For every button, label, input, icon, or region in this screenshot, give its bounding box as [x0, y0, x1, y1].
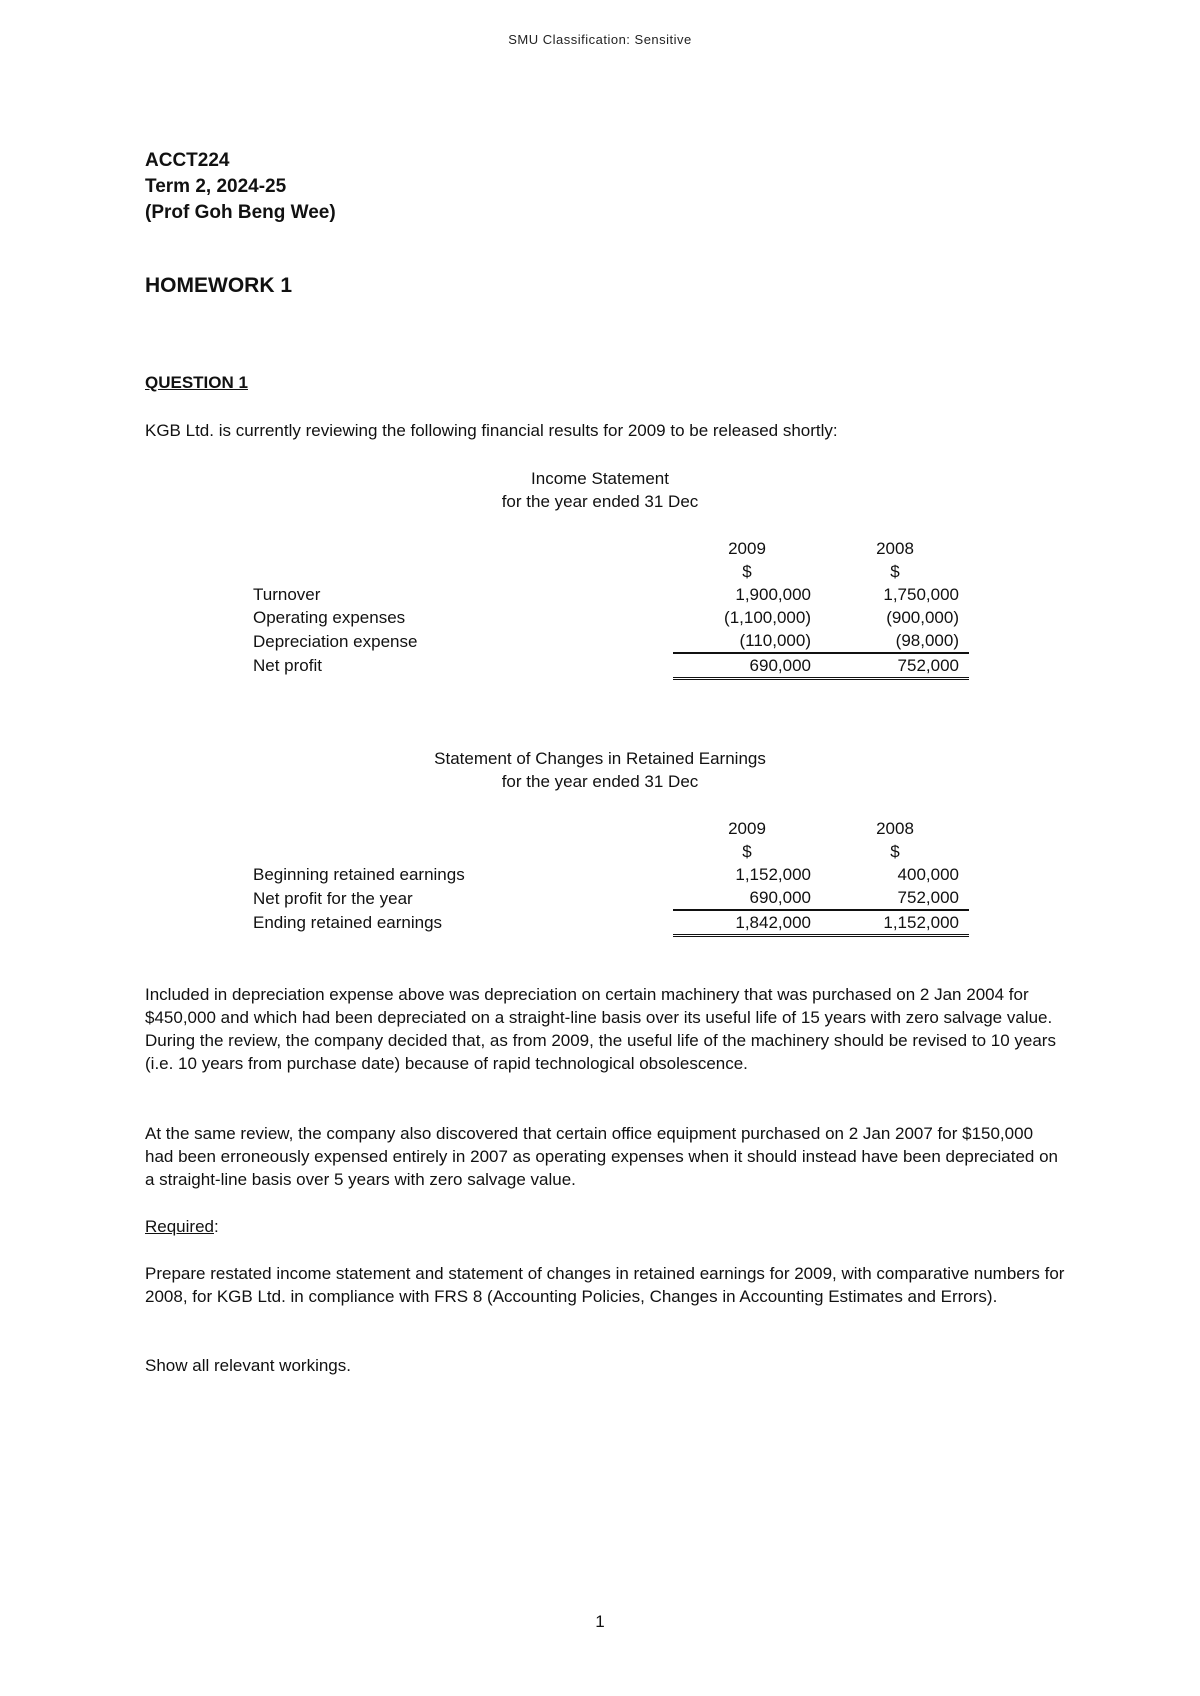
column-header: 2009	[728, 819, 766, 838]
income-statement-heading	[0, 467, 1200, 513]
column-header: 2008	[876, 819, 914, 838]
column-header: 2008	[876, 539, 914, 558]
task-paragraph: Prepare restated income statement and statement of changes in retained earnings for 2009, with comparative numbers for 2008, for KGB Ltd. in compliance with FRS 8 (Accounting Policies, Changes in Accounting Estimates and Errors).	[145, 1264, 1065, 1306]
currency-symbol: $	[890, 562, 900, 581]
workings-paragraph: Show all relevant workings.	[145, 1356, 351, 1375]
retained-earnings-heading	[0, 747, 1200, 793]
course-code: ACCT224	[145, 150, 230, 171]
office-equipment-paragraph: At the same review, the company also discovered that certain office equipment purchased on 2 Jan 2007 for $150,000 had been erroneously expensed entirely in 2007 as operating expenses when it should instead have been depreciated on a straight-line basis over 5 years with zero salvage value.	[145, 1124, 1058, 1189]
table-header-row	[253, 817, 969, 840]
currency-symbol: $	[742, 842, 752, 861]
course-header	[145, 148, 336, 226]
page-number: 1	[595, 1612, 605, 1631]
currency-symbol: $	[890, 842, 900, 861]
term: Term 2, 2024-25	[145, 176, 287, 197]
classification-label: SMU Classification: Sensitive	[508, 32, 692, 47]
table-row: Depreciation expense (110,000) (98,000)	[253, 631, 959, 651]
homework-title: HOMEWORK 1	[145, 274, 292, 297]
retained-earnings-subtitle: for the year ended 31 Dec	[501, 772, 699, 791]
required-heading: Required:	[145, 1217, 219, 1236]
currency-symbol: $	[742, 562, 752, 581]
instructor: (Prof Goh Beng Wee)	[145, 202, 336, 223]
table-row: Beginning retained earnings 1,152,000 400,000	[253, 865, 959, 884]
table-row: Net profit for the year 690,000 752,000	[253, 888, 959, 908]
table-currency-row	[253, 560, 969, 583]
table-row: Operating expenses (1,100,000) (900,000)	[253, 608, 959, 627]
retained-earnings-title: Statement of Changes in Retained Earnings	[434, 749, 766, 768]
table-currency-row	[253, 840, 969, 863]
retained-earnings-table	[253, 817, 969, 937]
income-statement-title: Income Statement	[531, 469, 669, 488]
depreciation-paragraph: Included in depreciation expense above was depreciation on certain machinery that was purchased on 2 Jan 2004 for $450,000 and which had been depreciated on a straight-line basis over its useful life of 15 years with zero salvage value. During the review, the company decided that, as from 2009, the useful life of the machinery should be revised to 10 years (i.e. 10 years from purchase date) because of rapid technological obsolescence.	[145, 985, 1056, 1073]
question-intro: KGB Ltd. is currently reviewing the following financial results for 2009 to be released shortly:	[145, 421, 838, 440]
income-statement-table	[253, 537, 969, 680]
table-total-row: Ending retained earnings 1,842,000 1,152,000	[253, 910, 969, 936]
income-statement-subtitle: for the year ended 31 Dec	[501, 492, 699, 511]
required-label: Required	[145, 1217, 214, 1236]
column-header: 2009	[728, 539, 766, 558]
table-total-row: Net profit 690,000 752,000	[253, 653, 969, 679]
table-header-row	[253, 537, 969, 560]
table-row: Turnover 1,900,000 1,750,000	[253, 585, 959, 604]
question-title: QUESTION 1	[145, 373, 248, 392]
